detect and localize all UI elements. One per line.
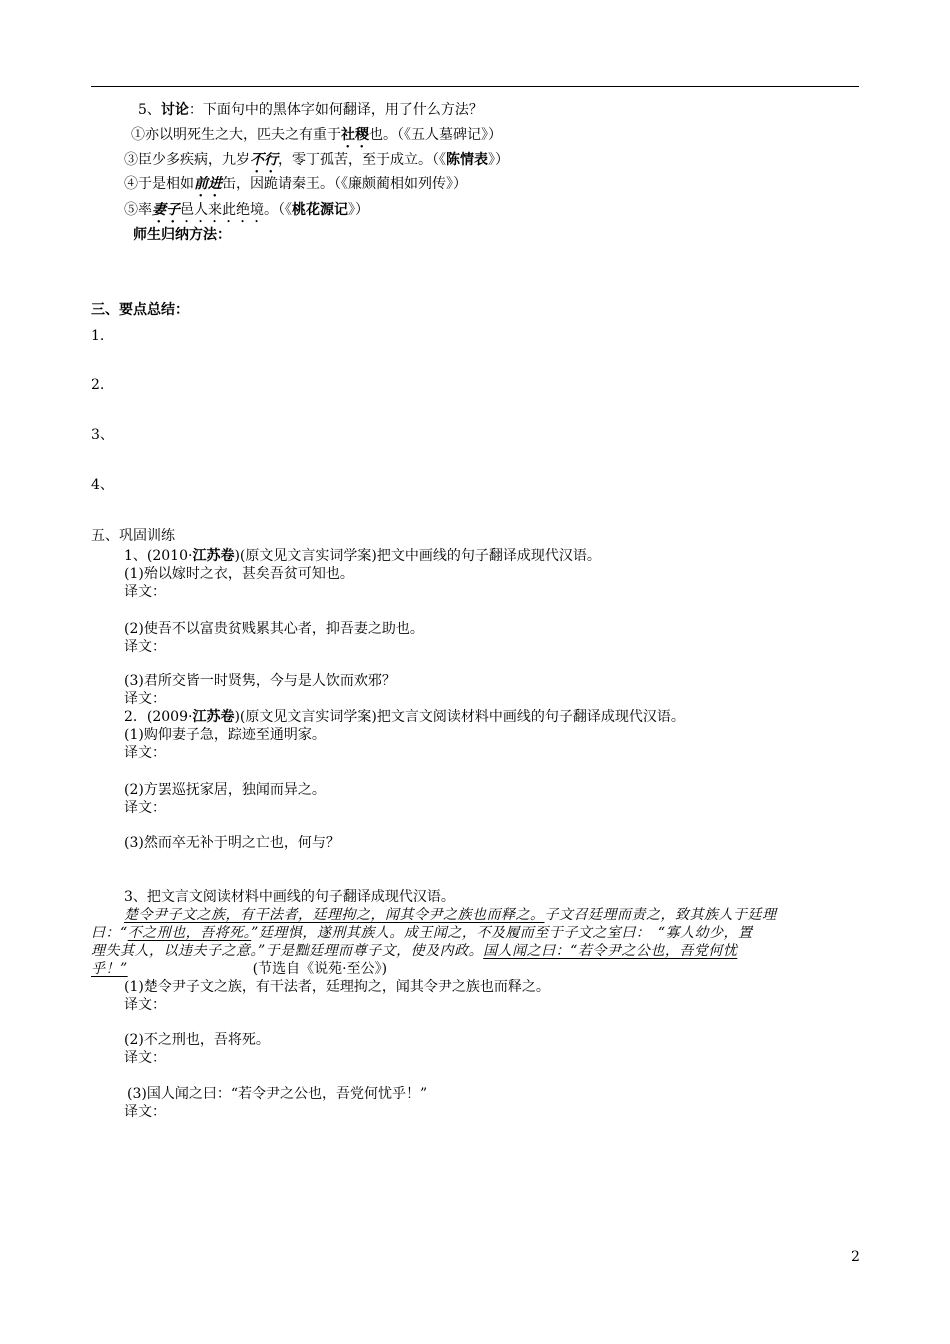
q2-translation-2: 译文： — [124, 800, 166, 816]
example-3 — [124, 175, 467, 200]
q2-heading-source: 江苏卷 — [192, 709, 235, 725]
example-1-key: 社稷 — [341, 127, 369, 143]
q3-underlined-1: 楚令尹子文之族，有干法者，廷理拘之，闻其令尹之族也而释之。 — [124, 907, 545, 923]
example-1-text: ①亦以明死生之大，匹夫之有重于 — [131, 127, 341, 143]
example-4 — [124, 201, 369, 226]
q1-translation-1: 译文： — [124, 584, 166, 600]
example-3-text: ④于是相如 — [124, 176, 194, 192]
section-3-title: 三、要点总结： — [91, 302, 189, 318]
example-1 — [131, 126, 502, 151]
q3-passage-2-rest: ”廷理惧，遂刑其族人。成王闻之，不及履而至于子文之室曰： “寡人幼少，置 — [251, 925, 753, 941]
section-5-title: 五、巩固训练 — [91, 528, 175, 544]
q3-translation-2: 译文： — [124, 1050, 166, 1066]
q3-underlined-3: 国人闻之曰：“若令尹之公也，吾党何忧 — [483, 943, 738, 959]
header-rule — [91, 86, 859, 87]
example-4-key: 妻子 — [152, 202, 180, 218]
q3-underlined-4: 乎！” — [91, 961, 128, 977]
q3-heading: 3、把文言文阅读材料中画线的句子翻译成现代汉语。 — [124, 889, 455, 905]
q2-sentence-2: (2)方罢巡抚家居，独闻而异之。 — [124, 782, 326, 798]
q3-passage-3-a: 理失其人，以违夫子之意。”于是黜廷理而尊子文，使及内政。 — [91, 943, 484, 959]
q3-passage-1-rest: 子文召廷理而责之，致其族人于廷理 — [544, 907, 777, 923]
example-1-source: 也。（《五人墓碑记》） — [369, 127, 502, 143]
summary-item-2: 2. — [91, 377, 105, 393]
heading-bold: 讨论 — [160, 102, 189, 118]
q1-sentence-2: (2)使吾不以富贵贫贱累其心者，抑吾妻之助也。 — [124, 621, 424, 637]
q1-translation-2: 译文： — [124, 639, 166, 655]
q1-heading-a: 1、(2010· — [124, 548, 193, 564]
example-2-close: 》） — [488, 152, 509, 168]
example-4-rest: 邑人来此绝境。（《 — [180, 202, 292, 218]
example-2-text: ③臣少多疾病，九岁 — [124, 152, 250, 168]
q3-translation-3: 译文： — [124, 1104, 166, 1120]
discussion-heading — [138, 101, 483, 119]
q1-heading-source: 江苏卷 — [192, 548, 235, 564]
q3-sentence-1: (1)楚令尹子文之族，有干法者，廷理拘之，闻其令尹之族也而释之。 — [124, 979, 550, 995]
q3-passage-line-3 — [91, 942, 737, 960]
q3-sentence-3: (3)国人闻之曰：“若令尹之公也，吾党何忧乎！” — [127, 1086, 428, 1102]
example-4-source: 桃花源记 — [292, 202, 348, 218]
q2-sentence-3: (3)然而卒无补于明之亡也，何与？ — [124, 835, 340, 851]
example-2-source: 陈情表 — [446, 152, 488, 168]
summary-item-4: 4、 — [91, 477, 114, 493]
q3-passage-line-2 — [91, 924, 752, 942]
example-3-rest: 缶，因跪请秦王。（《廉颇蔺相如列传》） — [222, 176, 467, 192]
q3-passage-line-1 — [124, 906, 777, 924]
example-2-rest: ，零丁孤苦，至于成立。（《 — [278, 152, 446, 168]
heading-rest: ：下面句中的黑体字如何翻译，用了什么方法？ — [188, 102, 483, 118]
q3-underlined-2: 不之刑也，吾将死。 — [127, 925, 252, 941]
q2-heading-b: )(原文见文言实词学案)把文言文阅读材料中画线的句子翻译成现代汉语。 — [234, 709, 685, 725]
q2-translation-1: 译文： — [124, 745, 166, 761]
method-summary-label: 师生归纳方法： — [133, 227, 231, 243]
summary-item-3: 3、 — [91, 427, 114, 443]
example-3-key: 前进 — [194, 176, 222, 192]
page-number: 2 — [851, 1249, 860, 1265]
example-4-text: ⑤率 — [124, 202, 152, 218]
q1-heading-b: )(原文见文言实词学案)把文中画线的句子翻译成现代汉语。 — [234, 548, 601, 564]
q2-heading — [124, 708, 685, 726]
q3-translation-1: 译文： — [124, 997, 166, 1013]
q1-heading — [124, 547, 601, 565]
q1-sentence-1: (1)殆以嫁时之衣，甚矣吾贫可知也。 — [124, 566, 354, 582]
summary-item-1: 1. — [91, 328, 105, 344]
heading-number: 5、 — [138, 102, 161, 118]
q3-passage-2-a: 曰：“ — [91, 925, 128, 941]
q2-sentence-1: (1)购仰妻子急，踪迹至通明家。 — [124, 727, 326, 743]
q1-sentence-3: (3)君所交皆一时贤隽，今与是人饮而欢邪？ — [124, 673, 396, 689]
example-2-key: 不行 — [250, 152, 278, 168]
q3-sentence-2: (2)不之刑也，吾将死。 — [124, 1032, 270, 1048]
q2-heading-a: 2．(2009· — [124, 709, 193, 725]
example-2 — [124, 151, 509, 176]
q3-passage-line-4 — [91, 960, 387, 978]
q1-translation-3: 译文： — [124, 691, 166, 707]
example-4-close: 》） — [348, 202, 369, 218]
q3-source: (节选自《说苑·至公》) — [252, 961, 388, 977]
